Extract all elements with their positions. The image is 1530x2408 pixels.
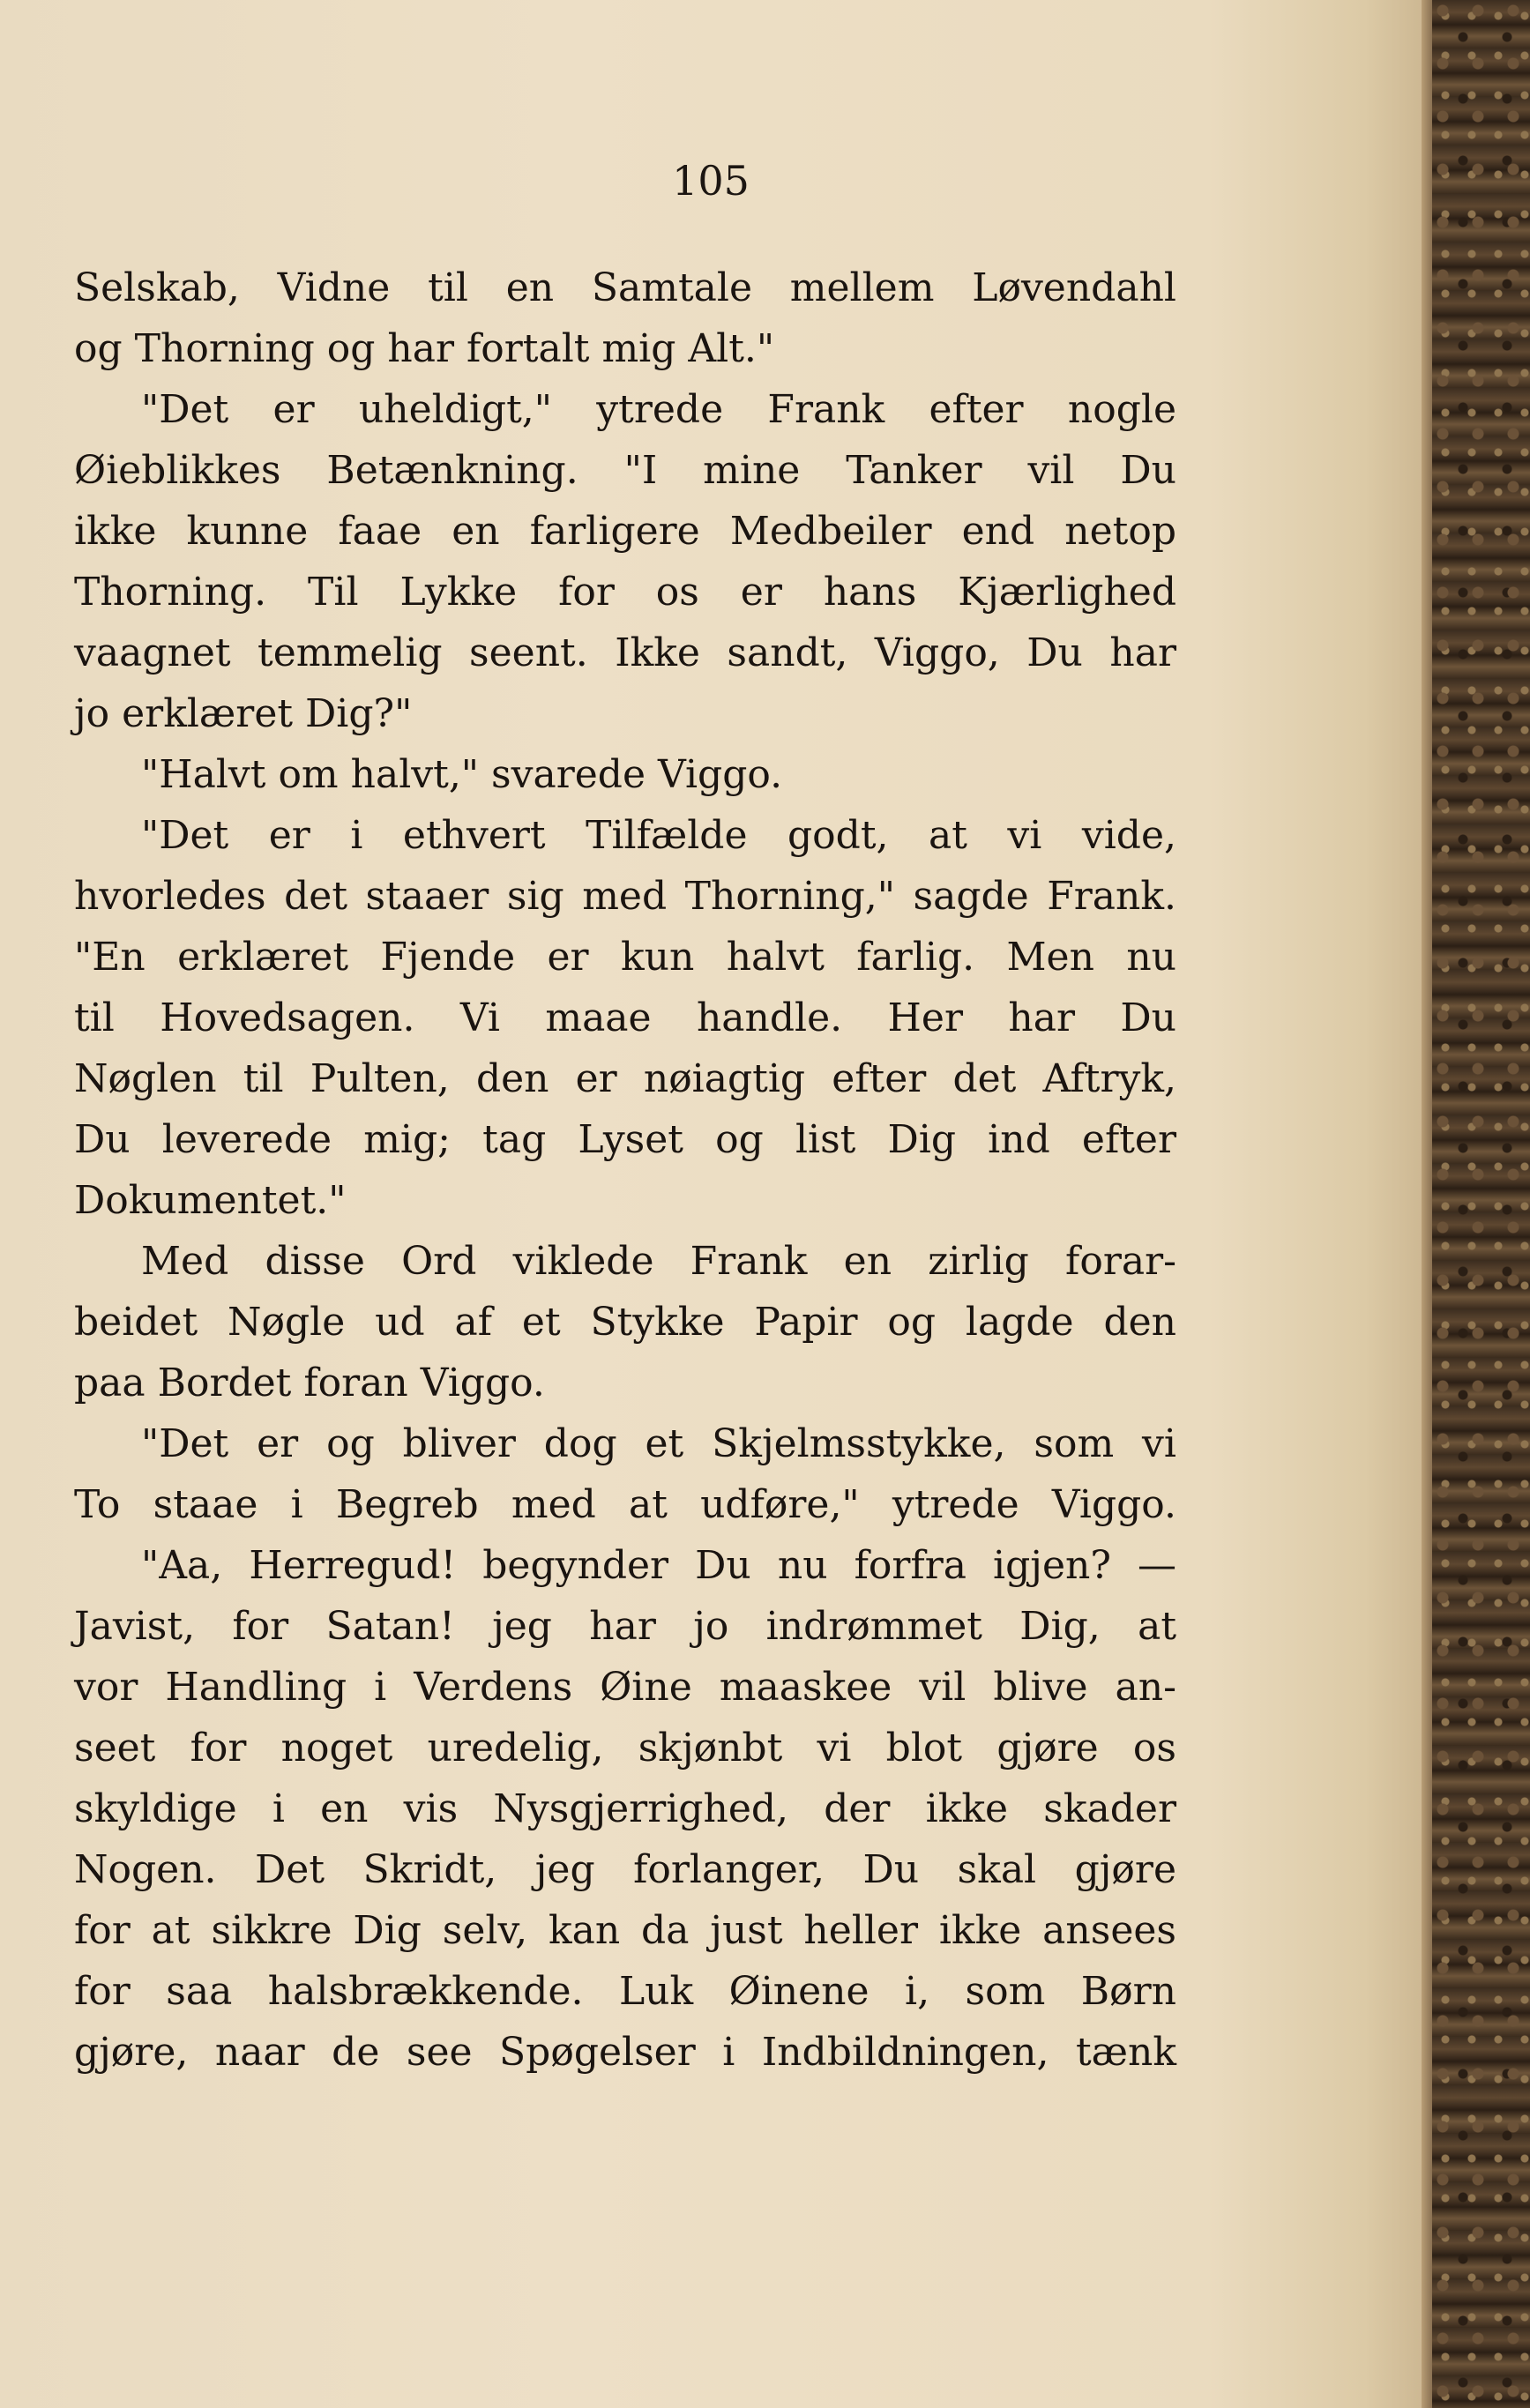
text-line: for saa halsbrækkende. Luk Øinene i, som Børn — [74, 1969, 1176, 2014]
text-line: Med disse Ord viklede Frank en zirlig forar- — [141, 1239, 1176, 1284]
text-line: Selskab, Vidne til en Samtale mellem Løvendahl — [74, 265, 1176, 310]
text-line: og Thorning og har fortalt mig Alt." — [74, 326, 775, 371]
text-line: "Det er uheldigt," ytrede Frank efter nogle — [141, 387, 1176, 432]
text-line: Nøglen til Pulten, den er nøiagtig efter det Aftryk, — [74, 1056, 1176, 1101]
text-line: Nogen. Det Skridt, jeg forlanger, Du skal gjøre — [74, 1847, 1176, 1892]
text-line: "Det er i ethvert Tilfælde godt, at vi vide, — [141, 813, 1176, 858]
text-line: til Hovedsagen. Vi maae handle. Her har Du — [74, 995, 1176, 1040]
text-line: "En erklæret Fjende er kun halvt farlig. Men nu — [74, 935, 1176, 980]
text-line: Thorning. Til Lykke for os er hans Kjærlighed — [74, 570, 1176, 615]
page-number: 105 — [672, 157, 750, 205]
text-line: for at sikkre Dig selv, kan da just heller ikke ansees — [74, 1908, 1176, 1953]
text-line: Dokumentet." — [74, 1178, 347, 1223]
text-line: Du leverede mig; tag Lyset og list Dig ind efter — [74, 1117, 1176, 1162]
book-binding — [1432, 0, 1530, 2408]
text-line: "Aa, Herregud! begynder Du nu forfra igjen? — — [141, 1543, 1176, 1588]
text-line: gjøre, naar de see Spøgelser i Indbildningen, tænk — [74, 2030, 1176, 2075]
text-line: ikke kunne faae en farligere Medbeiler end netop — [74, 509, 1176, 554]
text-line: paa Bordet foran Viggo. — [74, 1361, 545, 1405]
text-line: To staae i Begreb med at udføre," ytrede Viggo. — [74, 1482, 1176, 1527]
text-line: hvorledes det staaer sig med Thorning," sagde Frank. — [74, 874, 1176, 919]
text-line: jo erklæret Dig?" — [74, 691, 413, 736]
text-line: "Det er og bliver dog et Skjelmsstykke, som vi — [141, 1421, 1176, 1466]
text-line: vor Handling i Verdens Øine maaskee vil blive an- — [74, 1665, 1176, 1710]
text-line: Javist, for Satan! jeg har jo indrømmet Dig, at — [74, 1604, 1176, 1649]
text-line: seet for noget uredelig, skjønbt vi blot gjøre os — [74, 1726, 1176, 1771]
text-line: Øieblikkes Betænkning. "I mine Tanker vil Du — [74, 448, 1176, 493]
text-line: vaagnet temmelig seent. Ikke sandt, Viggo, Du har — [74, 630, 1176, 675]
text-line: "Halvt om halvt," svarede Viggo. — [141, 752, 783, 797]
page-edge — [1422, 0, 1432, 2408]
text-line: beidet Nøgle ud af et Stykke Papir og lagde den — [74, 1300, 1176, 1345]
text-line: skyldige i en vis Nysgjerrighed, der ikke skader — [74, 1786, 1176, 1831]
